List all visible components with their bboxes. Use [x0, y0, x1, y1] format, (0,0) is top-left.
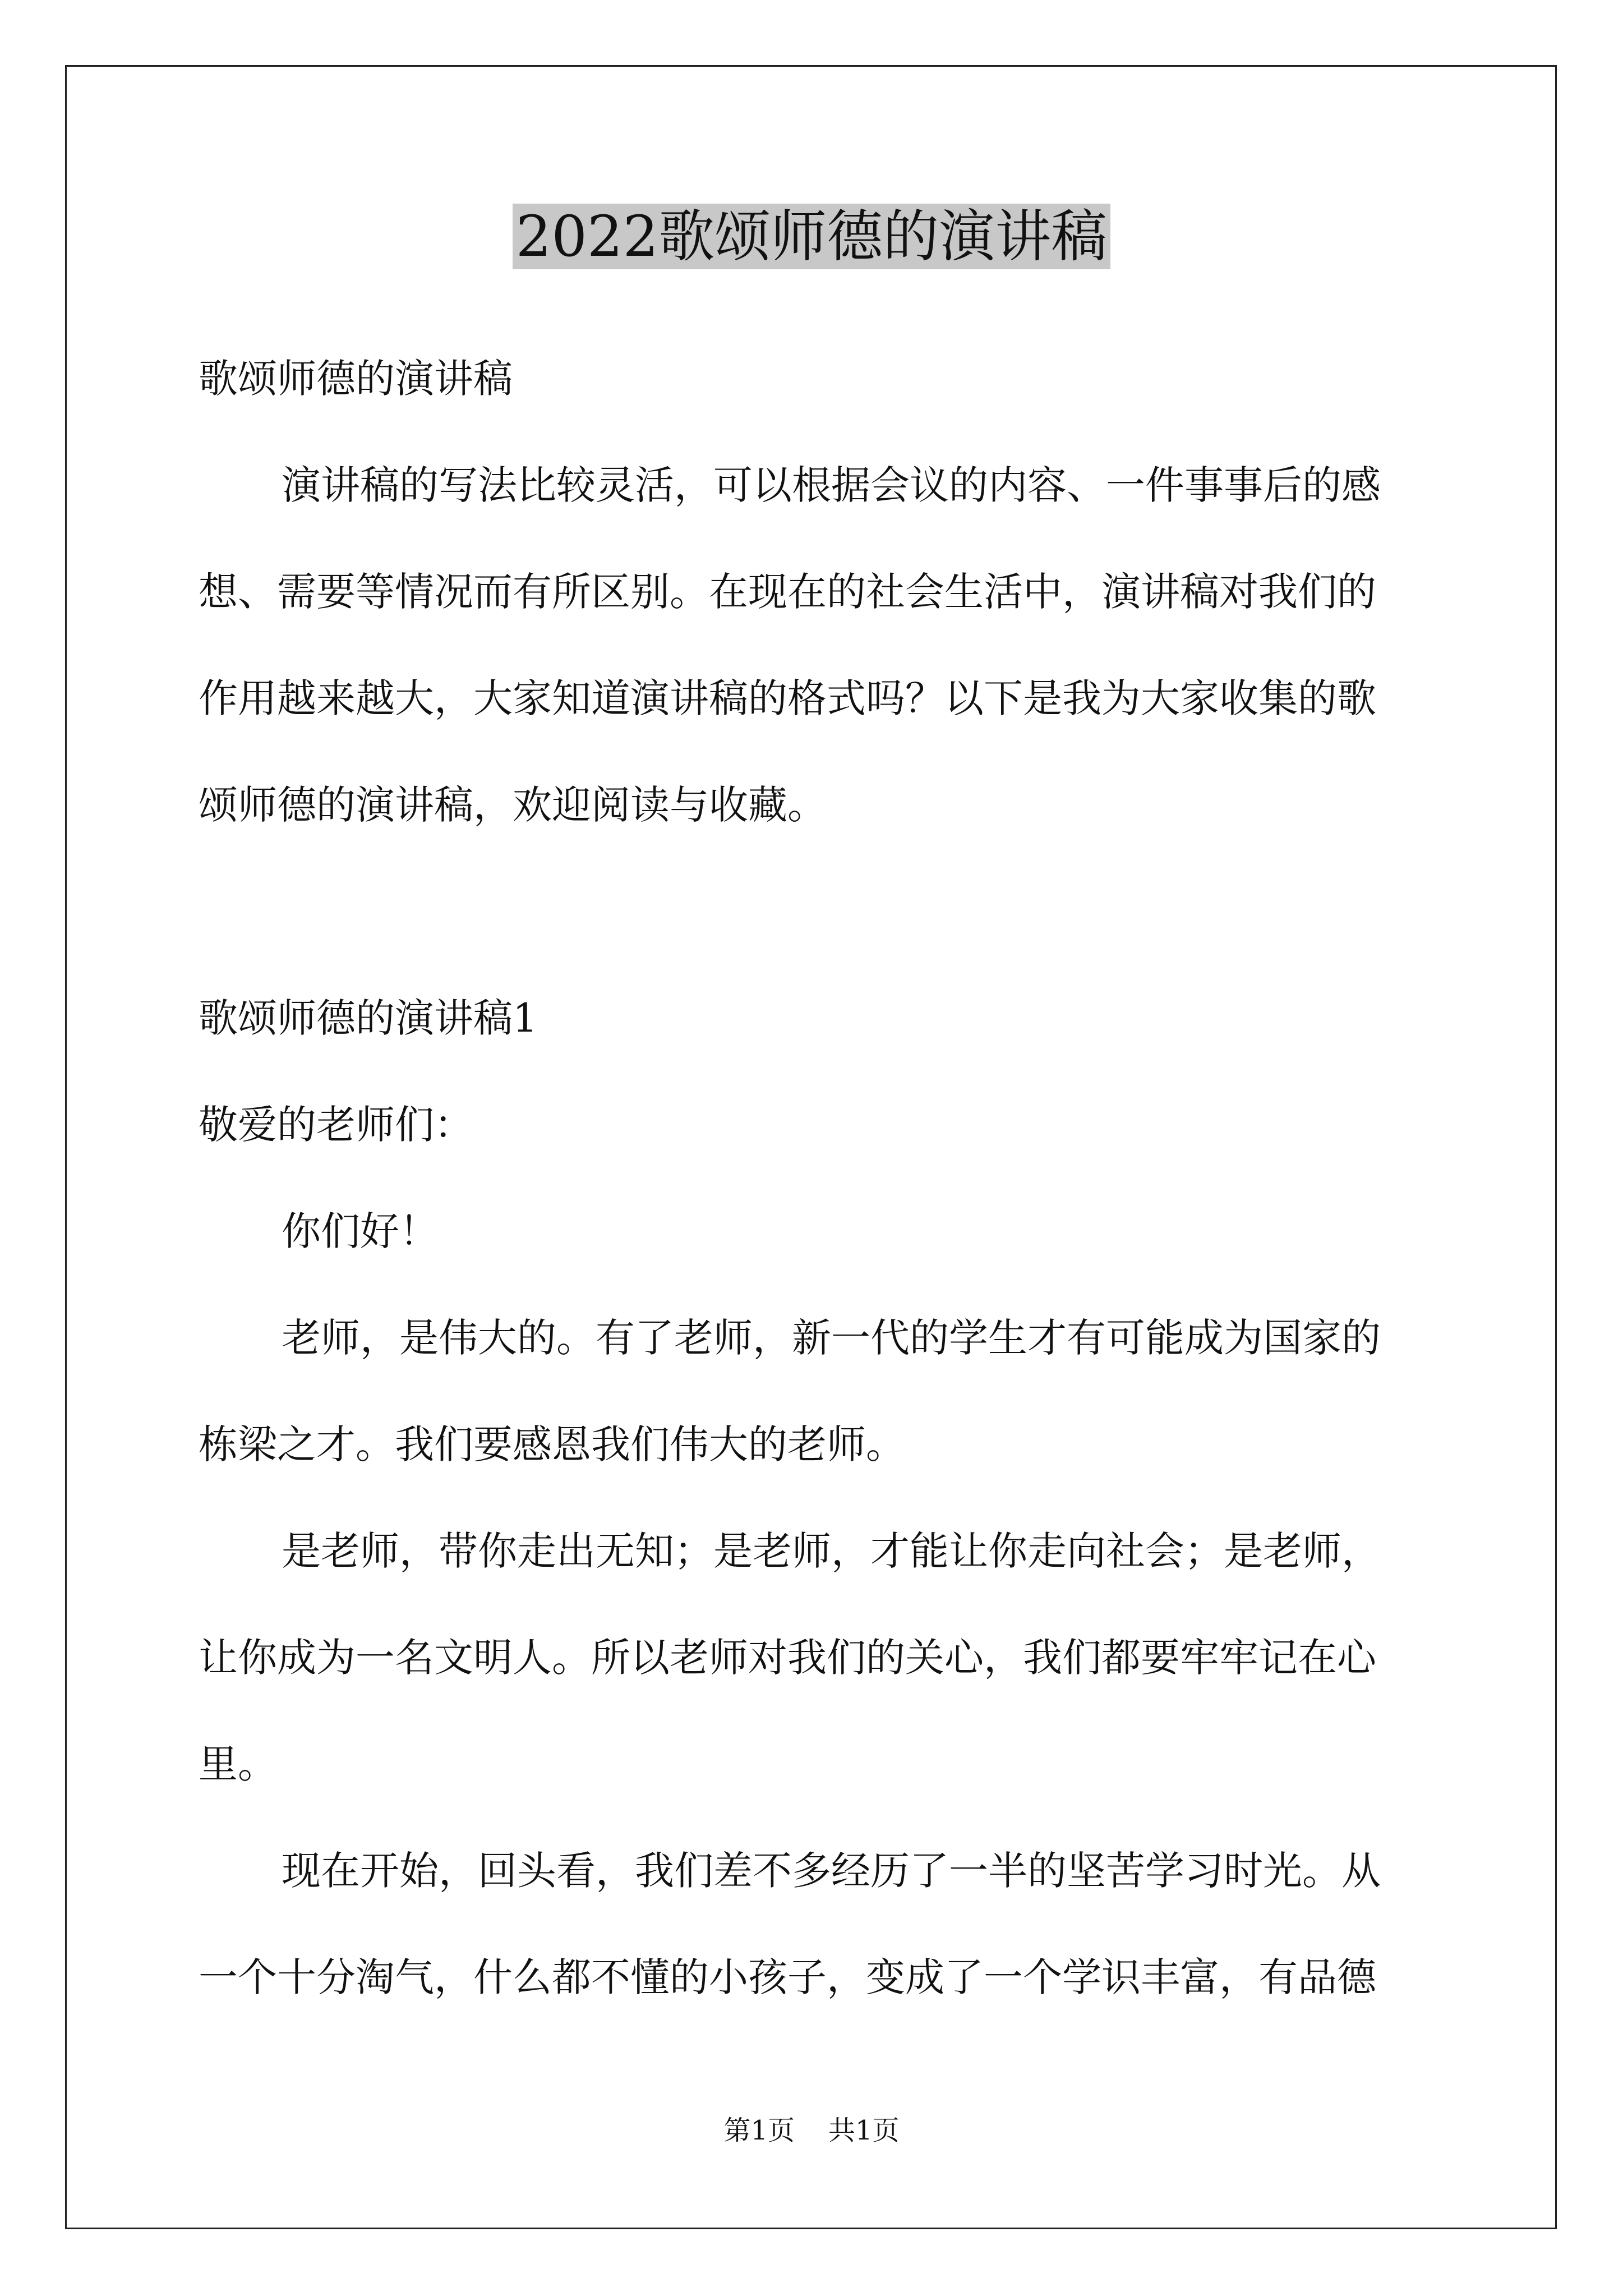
section-heading: 歌颂师德的演讲稿1	[199, 995, 538, 1041]
paragraph-line: 里。	[199, 1741, 277, 1787]
document-body	[199, 339, 1432, 2045]
paragraph-line: 一个十分淘气，什么都不懂的小孩子，变成了一个学识丰富，有品德	[199, 1954, 1376, 2000]
document-title	[0, 197, 1623, 276]
paragraph-line: 颂师德的演讲稿，欢迎阅读与收藏。	[199, 782, 827, 828]
paragraph-line: 演讲稿的写法比较灵活，可以根据会议的内容、一件事事后的感	[282, 462, 1381, 508]
paragraph-line: 想、需要等情况而有所区别。在现在的社会生活中，演讲稿对我们的	[199, 569, 1376, 615]
salutation: 敬爱的老师们：	[199, 1102, 473, 1148]
paragraph-line: 栋梁之才。我们要感恩我们伟大的老师。	[199, 1421, 905, 1467]
page-number-total: 共1页	[828, 2115, 900, 2146]
paragraph-line: 让你成为一名文明人。所以老师对我们的关心，我们都要牢牢记在心	[199, 1635, 1376, 1681]
paragraph-line: 是老师，带你走出无知；是老师，才能让你走向社会；是老师，	[282, 1528, 1381, 1574]
section-heading: 歌颂师德的演讲稿	[199, 356, 513, 402]
greeting: 你们好！	[282, 1208, 439, 1254]
paragraph-line: 作用越来越大，大家知道演讲稿的格式吗？以下是我为大家收集的歌	[199, 675, 1376, 721]
page-number-current: 第1页	[723, 2115, 795, 2146]
page-footer	[0, 2114, 1623, 2147]
paragraph-line: 老师，是伟大的。有了老师，新一代的学生才有可能成为国家的	[282, 1315, 1381, 1361]
paragraph-line: 现在开始，回头看，我们差不多经历了一半的坚苦学习时光。从	[282, 1848, 1381, 1894]
title-text: 2022歌颂师德的演讲稿	[513, 204, 1111, 269]
